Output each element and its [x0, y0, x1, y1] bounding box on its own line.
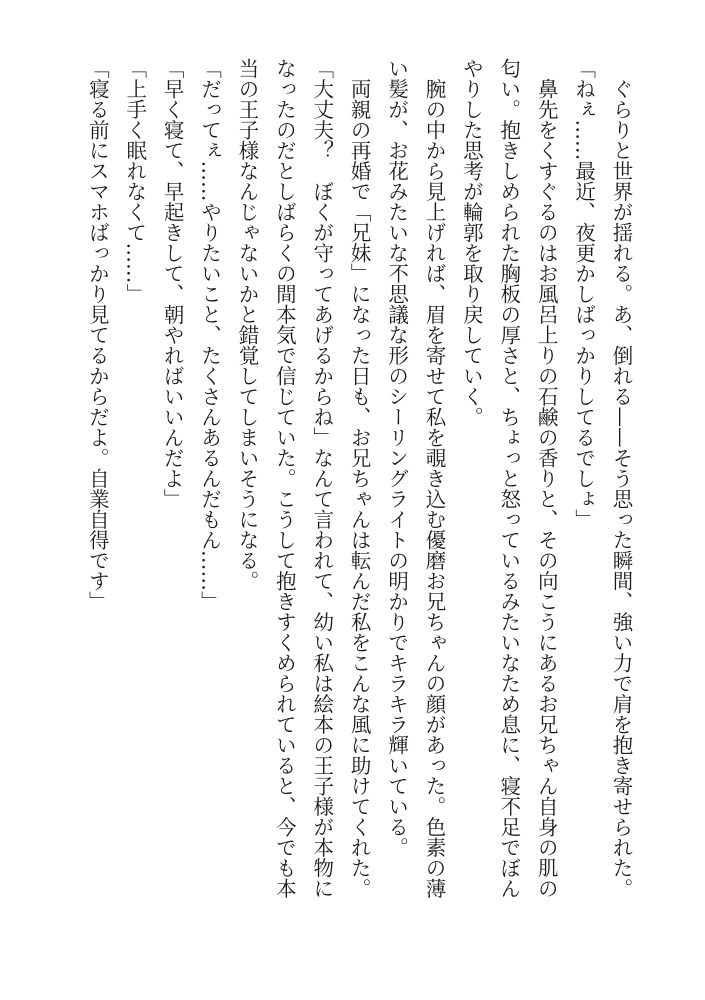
- text-line: 当の王子様なんじゃないかと錯覚してしまいそうになる。: [234, 58, 259, 591]
- dialogue-line: 「だってぇ……やりたいこと、たくさんあるんだもん……」: [197, 58, 222, 612]
- text-line: ぐらりと世界が揺れる。あ、倒れる——そう思った瞬間、強い力で肩を抱き寄せられた。: [609, 58, 633, 899]
- text-line: なったのだとしばらくの間本気で信じていた。こうして抱きすくめられていると、今でも本: [272, 58, 297, 899]
- novel-page-text: [78, 58, 639, 938]
- text-line: 腕の中から見上げれば、眉を寄せて私を覗き込む優磨お兄ちゃんの顔があった。色素の薄: [421, 58, 446, 899]
- text-line: い髪が、お花みたいな不思議な形のシーリングライトの明かりでキラキラ輝いている。: [384, 58, 409, 858]
- dialogue-line: 「上手く眠れなくて……」: [122, 58, 147, 304]
- dialogue-line: 「寝る前にスマホばっかり見てるからだよ。自業自得です」: [85, 58, 110, 612]
- dialogue-line: 「早く寝て、早起きして、朝やればいいんだよ」: [160, 58, 185, 509]
- text-line: やりした思考が輪郭を取り戻していく。: [459, 58, 484, 427]
- dialogue-line: 「大丈夫？ ぼくが守ってあげるからね」なんて言われて、幼い私は絵本の王子様が本物に: [309, 58, 334, 899]
- dialogue-line: 「ねぇ……最近、夜更かしばっかりしてるでしょ」: [571, 58, 596, 530]
- text-line: 匂い。抱きしめられた胸板の厚さと、ちょっと怒っているみたいなため息に、寝不足でぼん: [496, 58, 521, 899]
- text-line: 両親の再婚で「兄妹」になった日も、お兄ちゃんは転んだ私をこんな風に助けてくれた。: [347, 58, 372, 899]
- text-line: 鼻先をくすぐるのはお風呂上りの石鹸の香りと、その向こうにあるお兄ちゃん自身の肌の: [534, 58, 559, 899]
